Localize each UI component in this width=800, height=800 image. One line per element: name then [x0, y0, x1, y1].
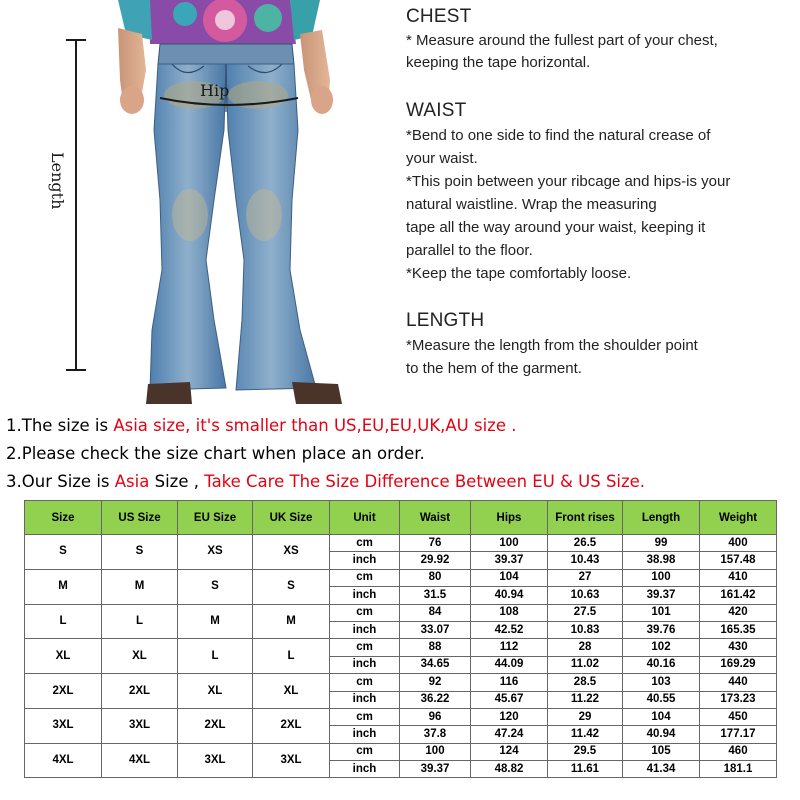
eu-size-cell: M: [178, 604, 253, 639]
jeans-figure: [0, 0, 400, 405]
front-rises-cm-cell: 29: [548, 708, 623, 725]
note-3-prefix: 3.Our Size is: [6, 472, 115, 491]
hip-label: Hip: [200, 81, 230, 100]
note-3-asia: Asia: [114, 472, 150, 491]
weight-inch-cell: 165.35: [700, 621, 777, 638]
chest-line-1: * Measure around the fullest part of your chest,: [406, 32, 718, 49]
header-uk-size: UK Size: [253, 501, 330, 535]
hips-inch-cell: 44.09: [471, 656, 548, 673]
us-size-cell: L: [102, 604, 178, 639]
uk-size-cell: 3XL: [253, 743, 330, 778]
weight-cm-cell: 410: [700, 569, 777, 586]
unit-cell: inch: [330, 656, 400, 673]
hips-cm-cell: 124: [471, 743, 548, 760]
front-rises-inch-cell: 10.43: [548, 552, 623, 569]
length-line-2: to the hem of the garment.: [406, 360, 582, 377]
length-inch-cell: 38.98: [623, 552, 700, 569]
hips-cm-cell: 120: [471, 708, 548, 725]
waist-inch-cell: 36.22: [400, 691, 471, 708]
note-1: [6, 412, 796, 440]
waist-line-1: *Bend to one side to find the natural crease of: [406, 127, 711, 144]
eu-size-cell: L: [178, 639, 253, 674]
length-cm-cell: 104: [623, 708, 700, 725]
table-row: [25, 604, 777, 621]
us-size-cell: M: [102, 569, 178, 604]
eu-size-cell: S: [178, 569, 253, 604]
hips-inch-cell: 48.82: [471, 761, 548, 778]
hips-inch-cell: 47.24: [471, 726, 548, 743]
waist-cm-cell: 100: [400, 743, 471, 760]
front-rises-cm-cell: 28.5: [548, 674, 623, 691]
front-rises-cm-cell: 26.5: [548, 535, 623, 552]
shirt-shape: [118, 0, 320, 44]
table-row: [25, 535, 777, 552]
hips-cm-cell: 108: [471, 604, 548, 621]
length-inch-cell: 40.55: [623, 691, 700, 708]
waist-line-5: tape all the way around your waist, keeping it: [406, 219, 706, 236]
note-3-warning: Take Care The Size Difference Between EU & US Size.: [204, 472, 646, 491]
uk-size-cell: M: [253, 604, 330, 639]
waist-line-3: *This poin between your ribcage and hips-is your: [406, 173, 731, 190]
waist-inch-cell: 29.92: [400, 552, 471, 569]
waist-line-2: your waist.: [406, 150, 478, 167]
hips-cm-cell: 104: [471, 569, 548, 586]
note-1-prefix: 1.The size is: [6, 416, 114, 435]
header-waist: Waist: [400, 501, 471, 535]
hips-inch-cell: 40.94: [471, 587, 548, 604]
weight-inch-cell: 181.1: [700, 761, 777, 778]
front-rises-cm-cell: 27.5: [548, 604, 623, 621]
note-1-warning: Asia size, it's smaller than US,EU,EU,UK,AU size .: [113, 416, 517, 435]
waist-line-6: parallel to the floor.: [406, 242, 533, 259]
unit-cell: cm: [330, 674, 400, 691]
length-line-1: *Measure the length from the shoulder point: [406, 337, 698, 354]
uk-size-cell: S: [253, 569, 330, 604]
front-rises-inch-cell: 11.61: [548, 761, 623, 778]
length-inch-cell: 40.94: [623, 726, 700, 743]
uk-size-cell: 2XL: [253, 708, 330, 743]
hips-inch-cell: 45.67: [471, 691, 548, 708]
us-size-cell: XL: [102, 639, 178, 674]
size-cell: XL: [25, 639, 102, 674]
eu-size-cell: 3XL: [178, 743, 253, 778]
note-2: [6, 440, 796, 468]
waist-inch-cell: 33.07: [400, 621, 471, 638]
waist-cm-cell: 76: [400, 535, 471, 552]
size-chart-table: [24, 500, 777, 778]
chest-heading: CHEST: [406, 6, 472, 27]
length-inch-cell: 39.37: [623, 587, 700, 604]
table-body: [25, 535, 777, 778]
waist-line-4: natural waistline. Wrap the measuring: [406, 196, 657, 213]
size-cell: L: [25, 604, 102, 639]
weight-cm-cell: 420: [700, 604, 777, 621]
table-row: [25, 708, 777, 725]
weight-inch-cell: 161.42: [700, 587, 777, 604]
unit-cell: cm: [330, 535, 400, 552]
front-rises-inch-cell: 11.02: [548, 656, 623, 673]
length-inch-cell: 40.16: [623, 656, 700, 673]
eu-size-cell: XS: [178, 535, 253, 570]
header-length: Length: [623, 501, 700, 535]
waist-cm-cell: 80: [400, 569, 471, 586]
hips-cm-cell: 100: [471, 535, 548, 552]
us-size-cell: 4XL: [102, 743, 178, 778]
size-cell: 3XL: [25, 708, 102, 743]
jeans-illustration: [0, 0, 400, 405]
waist-cm-cell: 88: [400, 639, 471, 656]
uk-size-cell: XS: [253, 535, 330, 570]
front-rises-inch-cell: 11.42: [548, 726, 623, 743]
length-cm-cell: 102: [623, 639, 700, 656]
waist-inch-cell: 39.37: [400, 761, 471, 778]
unit-cell: cm: [330, 569, 400, 586]
unit-cell: inch: [330, 761, 400, 778]
weight-cm-cell: 400: [700, 535, 777, 552]
weight-cm-cell: 440: [700, 674, 777, 691]
front-rises-inch-cell: 11.22: [548, 691, 623, 708]
length-cm-cell: 100: [623, 569, 700, 586]
table-row: [25, 743, 777, 760]
length-cm-cell: 99: [623, 535, 700, 552]
us-size-cell: 2XL: [102, 674, 178, 709]
eu-size-cell: XL: [178, 674, 253, 709]
uk-size-cell: XL: [253, 674, 330, 709]
header-us-size: US Size: [102, 501, 178, 535]
table-row: [25, 569, 777, 586]
length-inch-cell: 39.76: [623, 621, 700, 638]
size-cell: 4XL: [25, 743, 102, 778]
front-rises-cm-cell: 27: [548, 569, 623, 586]
table-row: [25, 674, 777, 691]
length-cm-cell: 101: [623, 604, 700, 621]
table-row: [25, 639, 777, 656]
weight-cm-cell: 460: [700, 743, 777, 760]
hips-cm-cell: 116: [471, 674, 548, 691]
size-notes: [6, 412, 796, 496]
waist-cm-cell: 84: [400, 604, 471, 621]
length-label: Length: [48, 152, 67, 210]
table-header-row: [25, 501, 777, 535]
hips-cm-cell: 112: [471, 639, 548, 656]
us-size-cell: 3XL: [102, 708, 178, 743]
waist-line-7: *Keep the tape comfortably loose.: [406, 265, 632, 282]
size-cell: M: [25, 569, 102, 604]
weight-inch-cell: 177.17: [700, 726, 777, 743]
waist-heading: WAIST: [406, 100, 467, 121]
unit-cell: inch: [330, 587, 400, 604]
header-weight: Weight: [700, 501, 777, 535]
unit-cell: inch: [330, 691, 400, 708]
waist-cm-cell: 92: [400, 674, 471, 691]
length-inch-cell: 41.34: [623, 761, 700, 778]
front-rises-cm-cell: 29.5: [548, 743, 623, 760]
length-cm-cell: 103: [623, 674, 700, 691]
weight-cm-cell: 430: [700, 639, 777, 656]
chest-line-2: keeping the tape horizontal.: [406, 54, 591, 71]
weight-cm-cell: 450: [700, 708, 777, 725]
hips-inch-cell: 42.52: [471, 621, 548, 638]
header-unit: Unit: [330, 501, 400, 535]
front-rises-cm-cell: 28: [548, 639, 623, 656]
length-heading: LENGTH: [406, 310, 485, 331]
waist-inch-cell: 34.65: [400, 656, 471, 673]
waist-cm-cell: 96: [400, 708, 471, 725]
size-cell: 2XL: [25, 674, 102, 709]
unit-cell: cm: [330, 639, 400, 656]
waist-inch-cell: 37.8: [400, 726, 471, 743]
us-size-cell: S: [102, 535, 178, 570]
header-front-rises: Front rises: [548, 501, 623, 535]
hips-inch-cell: 39.37: [471, 552, 548, 569]
header-hips: Hips: [471, 501, 548, 535]
jeans-shape: [150, 44, 316, 390]
header-eu-size: EU Size: [178, 501, 253, 535]
eu-size-cell: 2XL: [178, 708, 253, 743]
note-3-mid: Size ,: [149, 472, 205, 491]
weight-inch-cell: 173.23: [700, 691, 777, 708]
unit-cell: inch: [330, 552, 400, 569]
length-measure-line: [66, 40, 86, 370]
uk-size-cell: L: [253, 639, 330, 674]
front-rises-inch-cell: 10.63: [548, 587, 623, 604]
header-size: Size: [25, 501, 102, 535]
waist-inch-cell: 31.5: [400, 587, 471, 604]
unit-cell: cm: [330, 743, 400, 760]
unit-cell: cm: [330, 708, 400, 725]
note-3: [6, 468, 796, 496]
weight-inch-cell: 157.48: [700, 552, 777, 569]
front-rises-inch-cell: 10.83: [548, 621, 623, 638]
length-cm-cell: 105: [623, 743, 700, 760]
size-cell: S: [25, 535, 102, 570]
weight-inch-cell: 169.29: [700, 656, 777, 673]
unit-cell: cm: [330, 604, 400, 621]
unit-cell: inch: [330, 726, 400, 743]
note-2-text: 2.Please check the size chart when place an order.: [6, 444, 425, 463]
unit-cell: inch: [330, 621, 400, 638]
